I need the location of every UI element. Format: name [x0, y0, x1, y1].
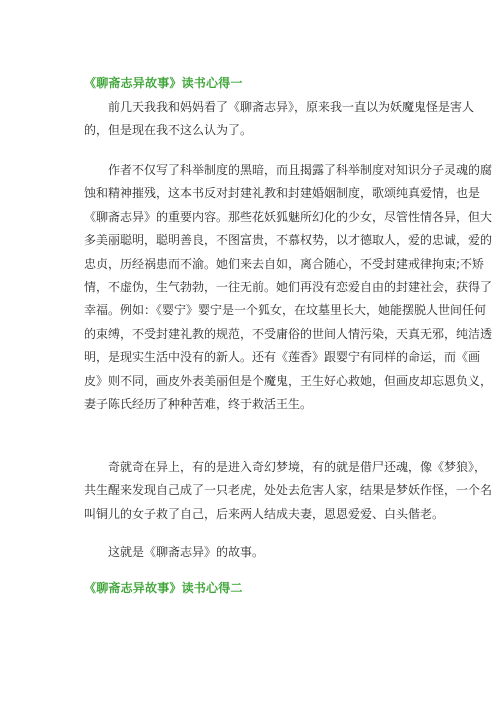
paragraph-line: 《聊斋志异》的重要内容。那些花妖狐魅所幻化的少女，尽管性情各异，但大	[84, 209, 493, 224]
paragraph-line: 蚀和精神摧残，这本书反对封建礼教和封建婚姻制度，歌颂纯真爱情，也是	[84, 186, 481, 201]
paragraph-line: 情，不虚伪，生气勃勃，一往无前。她们再没有恋爱自由的封建社会，获得了	[84, 280, 493, 295]
paragraph-3	[84, 456, 493, 526]
paragraph-line: 幸福。例如：《婴宁》婴宁是一个狐女，在坟墓里长大，她能摆脱人世间任何	[84, 303, 487, 318]
paragraph-1	[84, 96, 475, 143]
paragraph-line: 奇就奇在异上，有的是进入奇幻梦境，有的就是借尸还魂，像《梦狼》，	[108, 460, 487, 474]
paragraph-2	[84, 159, 493, 416]
paragraph-line: 共生醒来发现自己成了一只老虎，处处去危害人家，结果是梦妖作怪，一个名	[84, 483, 493, 498]
paragraph-line: 皮》则不同，画皮外表美丽但是个魔鬼，王生好心救她，但画皮却忘恩负义，	[84, 373, 493, 388]
paragraph-line: 前几天我我和妈妈看了《聊斋志异》，原来我一直以为妖魔鬼怪是害人	[108, 100, 475, 114]
paragraph-line: 明，是现实生活中没有的新人。还有《莲香》跟婴宁有同样的命运，而《画	[84, 350, 481, 365]
paragraph-line: 的束缚，不受封建礼教的规范，不受庸俗的世间人情污染，天真无邪，纯洁透	[84, 326, 493, 341]
section-heading-2: 《聊斋志异故事》读书心得二	[84, 581, 243, 595]
section-heading-1: 《聊斋志异故事》读书心得一	[84, 76, 243, 90]
paragraph-line: 作者不仅写了科举制度的黑暗，而且揭露了科举制度对知识分子灵魂的腐	[108, 163, 493, 177]
paragraph-line: 多美丽聪明，聪明善良，不图富贵，不慕权势，以才德取人，爱的忠诚，爱的	[84, 233, 493, 248]
paragraph-line: 这就是《聊斋志异》的故事。	[108, 545, 265, 559]
paragraph-line: 妻子陈氏经历了种种苦难，终于救活王生。	[84, 397, 313, 412]
paragraph-line: 的，但是现在我不这么认为了。	[84, 123, 253, 138]
paragraph-4	[84, 541, 432, 564]
paragraph-line: 忠贞，历经祸患而不渝。她们来去自如，离合随心，不受封建戒律拘束;不矫	[84, 256, 485, 271]
paragraph-line: 叫铜儿的女子救了自己，后来两人结成夫妻，恩恩爱爱、白头偕老。	[84, 506, 445, 521]
